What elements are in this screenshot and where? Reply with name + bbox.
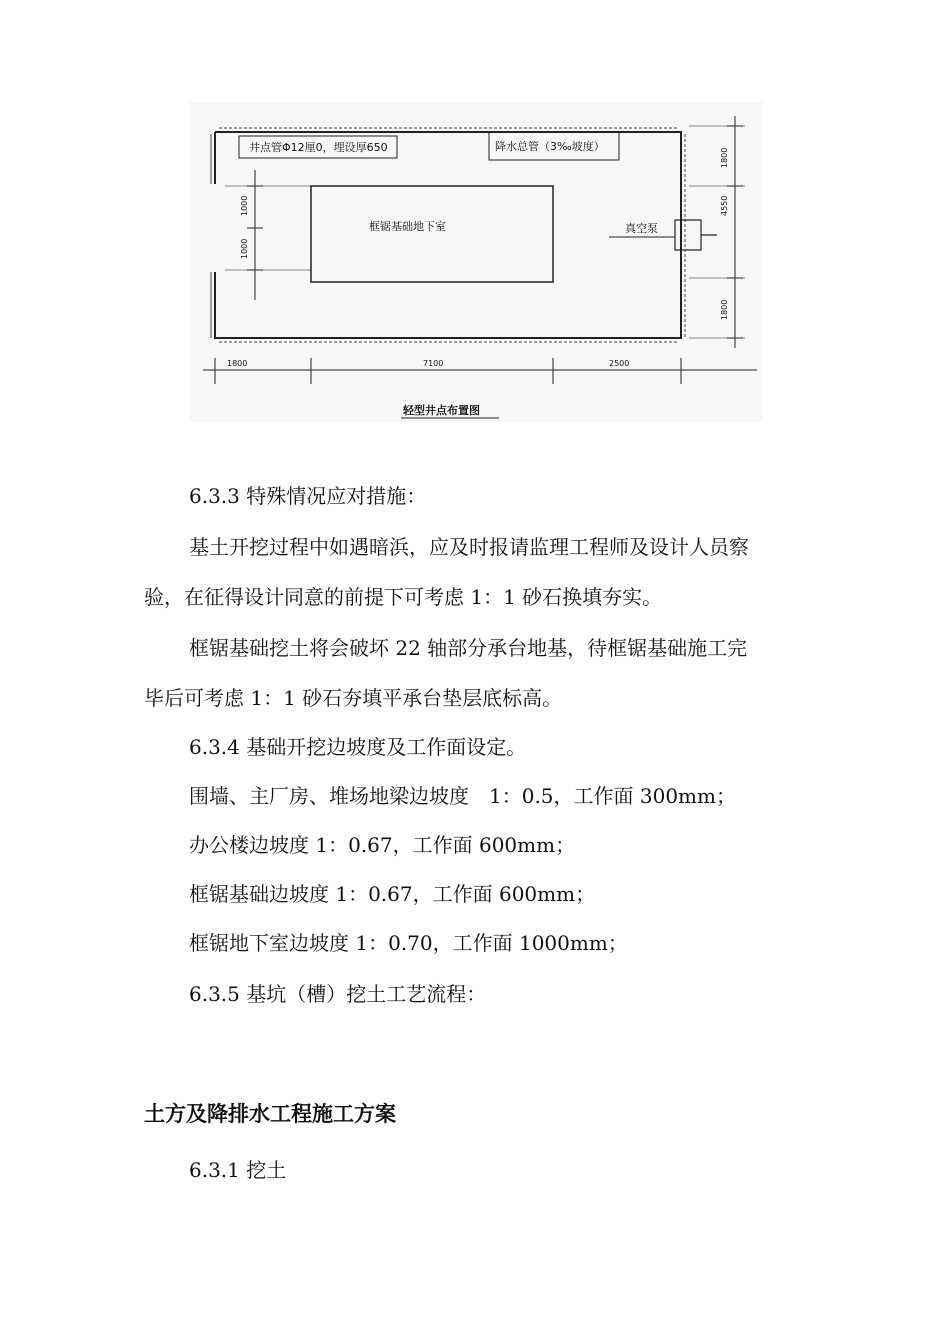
dim-left-top: 1000 [240,195,249,216]
paragraph-line: 验，在征得设计同意的前提下可考虑 1：1 砂石换填夯实。 [144,585,663,609]
dim-bottom-mid: 7100 [423,359,444,368]
dim-bottom-left: 1800 [227,359,248,368]
paragraph-line: 基土开挖过程中如遇暗浜，应及时报请监理工程师及设计人员察 [189,535,749,559]
dim-right-top: 1800 [720,147,729,168]
figure-caption: 轻型井点布置图 [403,404,480,417]
dim-bottom-right: 2500 [609,359,630,368]
slope-spec-line: 围墙、主厂房、堆场地梁边坡度 1：0.5，工作面 300mm； [189,784,736,808]
section-6-3-3-title: 6.3.3 特殊情况应对措施： [189,484,427,508]
header-pipe-label: 降水总管（3‰坡度） [495,140,605,153]
wellpoint-label: 井点管Φ12厘0，埋设厚650 [249,141,388,154]
well-point-layout-diagram [189,102,763,422]
dim-left-bottom: 1000 [240,238,249,259]
section-6-3-5-title: 6.3.5 基坑（槽）挖土工艺流程： [189,982,487,1006]
document-heading: 土方及降排水工程施工方案 [144,1102,396,1126]
slope-spec-line: 办公楼边坡度 1：0.67，工作面 600mm； [189,833,576,857]
pump-label: 真空泵 [625,222,658,235]
slope-spec-line: 框锯地下室边坡度 1：0.70，工作面 1000mm； [189,931,628,955]
basement-label: 框锯基础地下室 [369,220,446,233]
dim-right-mid: 4550 [720,195,729,216]
slope-spec-line: 框锯基础边坡度 1：0.67，工作面 600mm； [189,882,596,906]
dim-right-bottom: 1800 [720,299,729,320]
section-6-3-1-title: 6.3.1 挖土 [189,1158,287,1182]
well-point-layout-figure [189,102,763,422]
paragraph-line: 毕后可考虑 1：1 砂石夯填平承台垫层底标高。 [144,686,563,710]
section-6-3-4-title: 6.3.4 基础开挖边坡度及工作面设定。 [189,735,527,759]
paragraph-line: 框锯基础挖土将会破坏 22 轴部分承台地基，待框锯基础施工完 [189,636,748,660]
